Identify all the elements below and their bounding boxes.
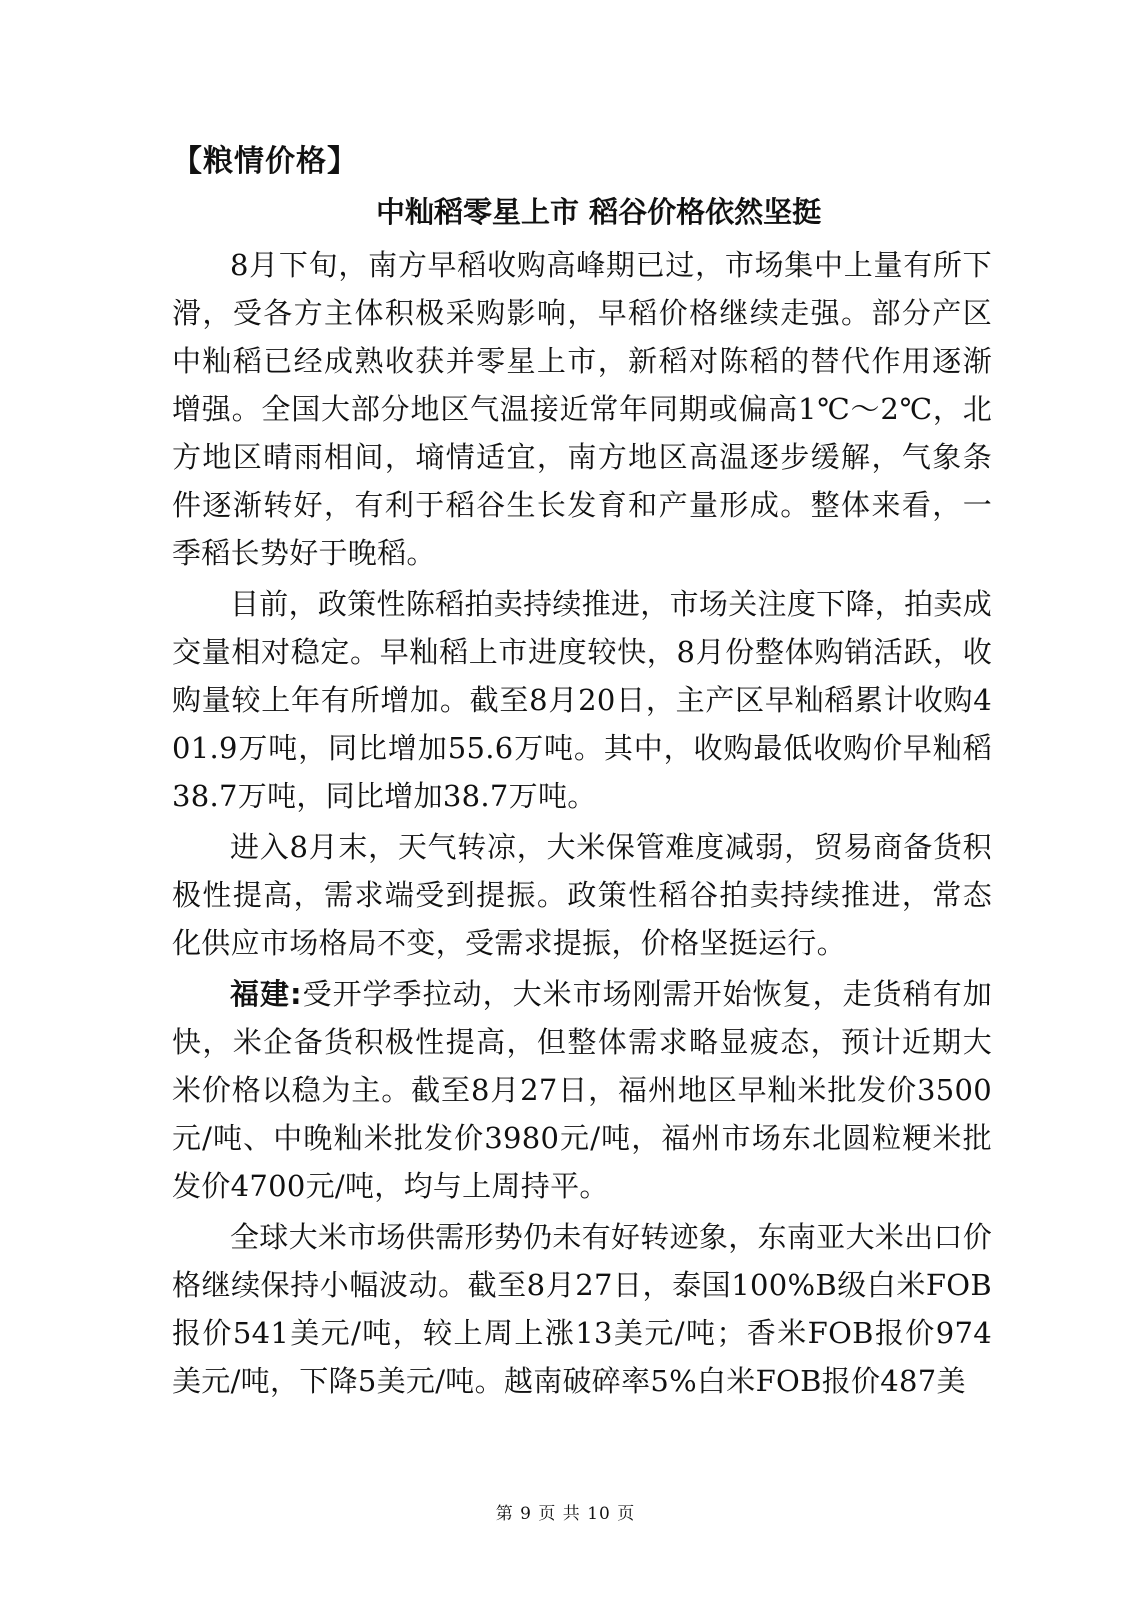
- article-body: [172, 241, 992, 1408]
- paragraph-text: 全球大米市场供需形势仍未有好转迹象，东南亚大米出口价格继续保持小幅波动。截至8月27日，泰国100%B级白米FOB报价541美元/吨，较上周上涨13美元/吨；香米FOB报价974美元/吨，下降5美元/吨。越南破碎率5%白米FOB报价487美: [172, 1220, 992, 1398]
- paragraph-text: 受开学季拉动，大米市场刚需开始恢复，走货稍有加快，米企备货积极性提高，但整体需求略显疲态，预计近期大米价格以稳为主。截至8月27日，福州地区早籼米批发价3500元/吨、中晚籼米批发价3980元/吨，福州市场东北圆粒粳米批发价4700元/吨，均与上周持平。: [172, 977, 992, 1203]
- page-footer: 第 9 页 共 10 页: [495, 1504, 636, 1524]
- paragraph-text: 8月下旬，南方早稻收购高峰期已过，市场集中上量有所下滑，受各方主体积极采购影响，早稻价格继续走强。部分产区中籼稻已经成熟收获并零星上市，新稻对陈稻的替代作用逐渐增强。全国大部分地区气温接近常年同期或偏高1℃～2℃，北方地区晴雨相间，墒情适宜，南方地区高温逐步缓解，气象条件逐渐转好，有利于稻谷生长发育和产量形成。整体来看，一季稻长势好于晚稻。: [172, 248, 992, 570]
- paragraph-4: [172, 970, 992, 1210]
- paragraph-lead: 福建:: [230, 977, 302, 1011]
- article-title: 中籼稻零星上市 稻谷价格依然坚挺: [376, 195, 822, 229]
- paragraph-text: 进入8月末，天气转凉，大米保管难度减弱，贸易商备货积极性提高，需求端受到提振。政策性稻谷拍卖持续推进，常态化供应市场格局不变，受需求提振，价格坚挺运行。: [172, 830, 992, 960]
- paragraph-5: [172, 1213, 992, 1405]
- paragraph-1: [172, 241, 992, 577]
- paragraph-2: [172, 580, 992, 820]
- section-tag: 【粮情价格】: [172, 144, 358, 179]
- paragraph-3: [172, 823, 992, 967]
- paragraph-text: 目前，政策性陈稻拍卖持续推进，市场关注度下降，拍卖成交量相对稳定。早籼稻上市进度较快，8月份整体购销活跃，收购量较上年有所增加。截至8月20日，主产区早籼稻累计收购401.9万吨，同比增加55.6万吨。其中，收购最低收购价早籼稻38.7万吨，同比增加38.7万吨。: [172, 587, 992, 813]
